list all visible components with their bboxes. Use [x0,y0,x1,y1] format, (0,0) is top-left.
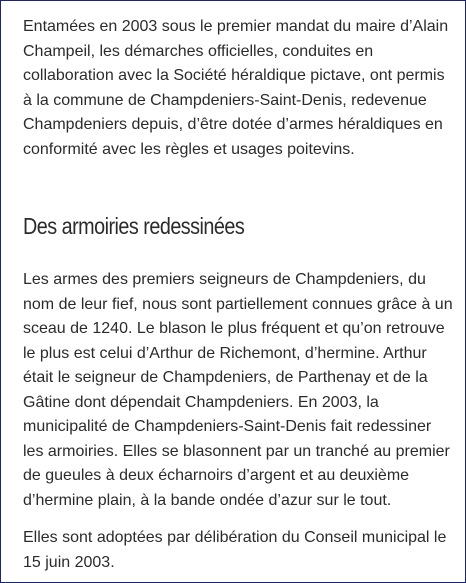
intro-paragraph: Entamées en 2003 sous le premier mandat du maire d’Alain Champeil, les démarches officielles, conduites en collaboration avec la Société héraldique pictave, ont permis à la commune de Champdeniers-Saint-Denis, redevenue Champdeniers depuis, d’être dotée d’armes héraldiques en conformité avec les règles et usages poitevins. [23,18,449,158]
closing-paragraph: Elles sont adoptées par délibération du Conseil municipal le 15 juin 2003. [23,529,447,571]
body-paragraph: Les armes des premiers seigneurs de Champdeniers, du nom de leur fief, nous sont partiellement connues grâce à un sceau de 1240. Le blason le plus fréquent et qu’on retrouve le plus est celui d’Arthur de Richemont, d’hermine. Arthur était le seigneur de Champdeniers, de Parthenay et de la Gâtine dont dépendait Champdeniers. En 2003, la municipalité de Champdeniers-Saint-Denis fait redessiner les armoiries. Elles se blasonnent par un tranché au premier de gueules à deux écharnoirs d’argent et au deuxième d’hermine plain, à la bande ondée d’azur sur le tout. [23,271,453,509]
article-content [23,15,453,575]
section-heading: Des armoiries redessinées [23,213,245,239]
